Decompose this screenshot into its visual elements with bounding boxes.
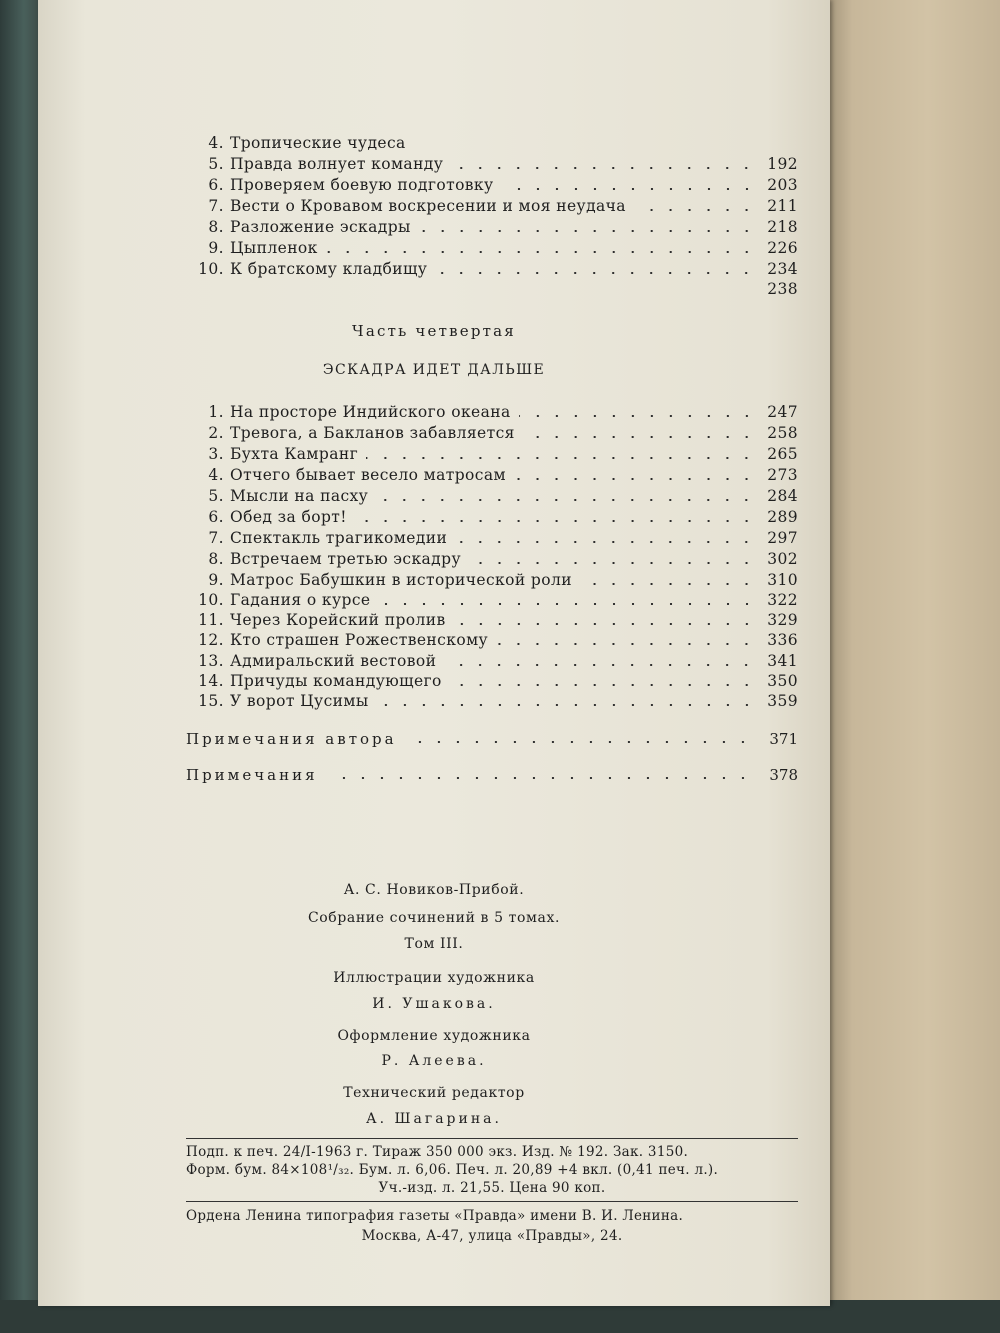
leader-dots bbox=[496, 643, 756, 645]
toc-entry-title: Разложение эскадры bbox=[230, 218, 411, 236]
toc-entry-page: 192 bbox=[767, 155, 798, 173]
colophon-tech-editor-label: Технический редактор bbox=[343, 1085, 525, 1101]
toc-entry bbox=[190, 133, 798, 153]
leader-dots bbox=[469, 562, 756, 564]
toc-entry bbox=[190, 196, 798, 216]
colophon-tech-editor: А. Шагарина. bbox=[366, 1111, 502, 1127]
toc-entry-page: 336 bbox=[767, 631, 798, 649]
toc-entry-number: 6. bbox=[208, 508, 224, 526]
toc-entry-title: Отчего бывает весело матросам bbox=[230, 466, 506, 484]
imprint-top-rule bbox=[186, 1138, 798, 1139]
toc-entry-number: 13. bbox=[198, 652, 224, 670]
leader-dots bbox=[355, 520, 756, 522]
toc-entry-page: 226 bbox=[767, 239, 798, 257]
toc-entry-page: 258 bbox=[767, 424, 798, 442]
toc-entry-number: 9. bbox=[208, 239, 224, 257]
leader-dots bbox=[326, 251, 756, 253]
toc-entry bbox=[190, 217, 798, 237]
toc-entry-page: 341 bbox=[767, 652, 798, 670]
imprint-bottom-rule bbox=[186, 1201, 798, 1202]
leader-dots bbox=[407, 741, 752, 743]
toc-entry-page: 371 bbox=[769, 730, 798, 748]
toc-entry-page: 302 bbox=[767, 550, 798, 568]
toc-entry-page: 359 bbox=[767, 692, 798, 710]
toc-entry-number: 7. bbox=[208, 529, 224, 547]
toc-entry-page: 322 bbox=[767, 591, 798, 609]
toc-entry-page: 211 bbox=[767, 197, 798, 215]
part-title: ЭСКАДРА ИДЕТ ДАЛЬШЕ bbox=[322, 362, 546, 378]
colophon-volume: Том III. bbox=[404, 936, 464, 952]
colophon-designer: Р. Алеева. bbox=[381, 1053, 487, 1069]
toc-notes-entry bbox=[186, 762, 798, 784]
toc-entry bbox=[190, 651, 798, 671]
toc-entry-number: 10. bbox=[198, 591, 224, 609]
toc-entry-title: Спектакль трагикомедии bbox=[230, 529, 448, 547]
toc-entry-number: 12. bbox=[198, 631, 224, 649]
toc-entry-title: Тропические чудеса bbox=[230, 134, 406, 152]
toc-entry-page: 310 bbox=[767, 571, 798, 589]
colophon-series: Собрание сочинений в 5 томах. bbox=[307, 910, 561, 926]
toc-entry bbox=[190, 630, 798, 650]
toc-entry-title: Примечания bbox=[186, 766, 318, 784]
toc-entry-title: Правда волнует команду bbox=[230, 155, 444, 173]
toc-entry bbox=[190, 610, 798, 630]
toc-entry bbox=[190, 154, 798, 174]
printer-line-2: Москва, А-47, улица «Правды», 24. bbox=[361, 1228, 623, 1244]
toc-entry bbox=[190, 570, 798, 590]
toc-entry-page: 273 bbox=[767, 466, 798, 484]
imprint-line-3: Уч.-изд. л. 21,55. Цена 90 коп. bbox=[378, 1180, 606, 1196]
toc-entry-page: 378 bbox=[769, 766, 798, 784]
toc-entry-number: 9. bbox=[208, 571, 224, 589]
toc-entry-title: Встречаем третью эскадру bbox=[230, 550, 461, 568]
toc-entry-title: На просторе Индийского океана bbox=[230, 403, 511, 421]
toc-entry-number: 5. bbox=[208, 487, 224, 505]
leader-dots bbox=[634, 209, 756, 211]
toc-entry-title: Через Корейский пролив bbox=[230, 611, 446, 629]
toc-entry-page: 234 bbox=[767, 260, 798, 278]
colophon-illustrations-label: Иллюстрации художника bbox=[333, 970, 535, 986]
toc-entry-number: 14. bbox=[198, 672, 224, 690]
toc-entry-title: У ворот Цусимы bbox=[230, 692, 369, 710]
facing-page-edge bbox=[820, 0, 1000, 1333]
toc-entry bbox=[190, 444, 798, 464]
toc-entry-title: Вести о Кровавом воскресении и моя неудача bbox=[230, 197, 626, 215]
leader-dots bbox=[435, 272, 756, 274]
toc-entry-title: Примечания автора bbox=[186, 730, 397, 748]
toc-entry bbox=[190, 507, 798, 527]
toc-entry-number: 6. bbox=[208, 176, 224, 194]
toc-entry bbox=[190, 590, 798, 610]
toc-entry-title: К братскому кладбищу bbox=[230, 260, 428, 278]
printer-line-1: Ордена Ленина типография газеты «Правда» имени В. И. Ленина. bbox=[186, 1208, 684, 1224]
toc-entry bbox=[190, 402, 798, 422]
leader-dots bbox=[502, 188, 756, 190]
leader-dots bbox=[523, 436, 756, 438]
toc-entry-page: 218 bbox=[767, 218, 798, 236]
toc-entry bbox=[190, 465, 798, 485]
toc-entry-page: 297 bbox=[767, 529, 798, 547]
book-spine-edge bbox=[0, 0, 40, 1333]
toc-entry-page: 238 bbox=[767, 280, 798, 298]
toc-entry-number: 15. bbox=[198, 692, 224, 710]
leader-dots bbox=[455, 541, 756, 543]
toc-entry bbox=[190, 486, 798, 506]
toc-entry-number: 4. bbox=[208, 134, 224, 152]
colophon-illustrator: И. Ушакова. bbox=[372, 996, 496, 1012]
toc-entry-number: 8. bbox=[208, 550, 224, 568]
toc-entry-title: Причуды командующего bbox=[230, 672, 442, 690]
toc-entry-title: Кто страшен Рожественскому bbox=[230, 631, 489, 649]
toc-entry-title: Проверяем боевую подготовку bbox=[230, 176, 494, 194]
leader-dots bbox=[454, 623, 756, 625]
toc-entry-number: 2. bbox=[208, 424, 224, 442]
toc-entry-title: Бухта Камранг bbox=[230, 445, 359, 463]
leader-dots bbox=[419, 230, 756, 232]
toc-entry bbox=[190, 423, 798, 443]
toc-entry-title: Матрос Бабушкин в исторической роли bbox=[230, 571, 572, 589]
toc-entry-page: 203 bbox=[767, 176, 798, 194]
toc-entry bbox=[190, 259, 798, 279]
toc-entry-number: 4. bbox=[208, 466, 224, 484]
toc-entry-title: Мысли на пасху bbox=[230, 487, 369, 505]
imprint-line-1: Подп. к печ. 24/I-1963 г. Тираж 350 000 экз. Изд. № 192. Зак. 3150. bbox=[186, 1144, 689, 1160]
toc-entry-page: 265 bbox=[767, 445, 798, 463]
toc-entry-title: Адмиральский вестовой bbox=[230, 652, 437, 670]
toc-entry-title: Тревога, а Бакланов забавляется bbox=[230, 424, 515, 442]
leader-dots bbox=[366, 457, 756, 459]
toc-notes-entry bbox=[186, 726, 798, 748]
toc-entry-title: Гадания о курсе bbox=[230, 591, 371, 609]
part-label: Часть четвертая bbox=[352, 322, 516, 340]
book-page bbox=[38, 0, 830, 1306]
leader-dots bbox=[377, 704, 756, 706]
leader-dots bbox=[376, 499, 756, 501]
leader-dots bbox=[450, 684, 756, 686]
toc-entry bbox=[190, 175, 798, 195]
toc-entry-title: Цыпленок bbox=[230, 239, 318, 257]
toc-entry-number: 7. bbox=[208, 197, 224, 215]
toc-entry-page: 247 bbox=[767, 403, 798, 421]
toc-entry bbox=[190, 528, 798, 548]
leader-dots bbox=[451, 167, 756, 169]
leader-dots bbox=[514, 478, 756, 480]
toc-entry-title: Обед за борт! bbox=[230, 508, 347, 526]
toc-entry-page: 289 bbox=[767, 508, 798, 526]
imprint-line-2: Форм. бум. 84×108¹/₃₂. Бум. л. 6,06. Печ. л. 20,89 +4 вкл. (0,41 печ. л.). bbox=[186, 1162, 719, 1178]
leader-dots bbox=[580, 583, 756, 585]
colophon-author: А. С. Новиков-Прибой. bbox=[343, 882, 525, 898]
toc-entry bbox=[190, 549, 798, 569]
toc-entry-number: 8. bbox=[208, 218, 224, 236]
toc-entry-number: 10. bbox=[198, 260, 224, 278]
toc-entry-number: 11. bbox=[198, 611, 224, 629]
toc-entry-number: 3. bbox=[208, 445, 224, 463]
toc-entry-page: 329 bbox=[767, 611, 798, 629]
toc-entry bbox=[190, 671, 798, 691]
leader-dots bbox=[444, 664, 756, 666]
toc-entry-number: 1. bbox=[208, 403, 224, 421]
toc-entry-page: 350 bbox=[767, 672, 798, 690]
leader-dots bbox=[328, 777, 752, 779]
toc-entry-number: 5. bbox=[208, 155, 224, 173]
toc-entry bbox=[190, 279, 798, 299]
colophon-design-label: Оформление художника bbox=[337, 1028, 531, 1044]
leader-dots bbox=[519, 415, 756, 417]
toc-entry bbox=[190, 691, 798, 711]
toc-entry bbox=[190, 238, 798, 258]
toc-entry-page: 284 bbox=[767, 487, 798, 505]
leader-dots bbox=[379, 603, 757, 605]
